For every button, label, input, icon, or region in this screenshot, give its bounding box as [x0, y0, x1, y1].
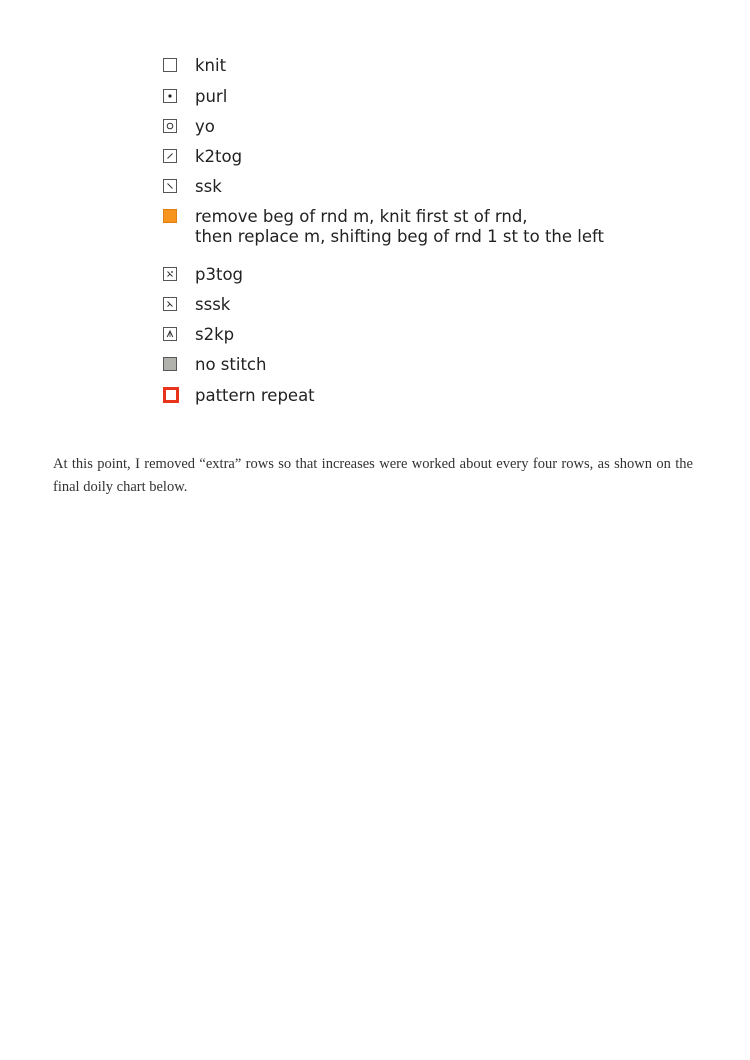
legend-label-shift-marker-line1: remove beg of rnd m, knit first st of rnd,	[195, 207, 528, 226]
legend-label-knit: knit	[195, 56, 227, 75]
legend-label-shift-marker	[195, 207, 604, 247]
gray-square-icon	[163, 357, 177, 371]
sssk-symbol-icon	[163, 297, 177, 311]
ssk-symbol-icon	[163, 179, 177, 193]
legend-label-p3tog: p3tog	[195, 265, 244, 284]
purl-symbol-icon	[163, 89, 177, 103]
orange-square-icon	[163, 209, 177, 223]
legend-label-pattern-repeat: pattern repeat	[195, 386, 315, 405]
legend-label-shift-marker-line2: then replace m, shifting beg of rnd 1 st to the left	[195, 227, 605, 246]
legend-label-k2tog: k2tog	[195, 147, 243, 166]
legend-label-no-stitch: no stitch	[195, 355, 267, 374]
knit-symbol-icon	[163, 58, 177, 72]
legend-label-s2kp: s2kp	[195, 325, 235, 344]
legend-label-purl: purl	[195, 87, 228, 106]
legend-label-yo: yo	[195, 117, 215, 136]
p3tog-symbol-icon	[163, 267, 177, 281]
legend-label-sssk: sssk	[195, 295, 231, 314]
k2tog-symbol-icon	[163, 149, 177, 163]
red-outline-square-icon	[163, 387, 179, 403]
yo-symbol-icon	[163, 119, 177, 133]
legend-label-ssk: ssk	[195, 177, 222, 196]
body-paragraph: At this point, I removed “extra” rows so that increases were worked about every four rows, as shown on the final doily chart below.	[53, 455, 693, 495]
s2kp-symbol-icon	[163, 327, 177, 341]
